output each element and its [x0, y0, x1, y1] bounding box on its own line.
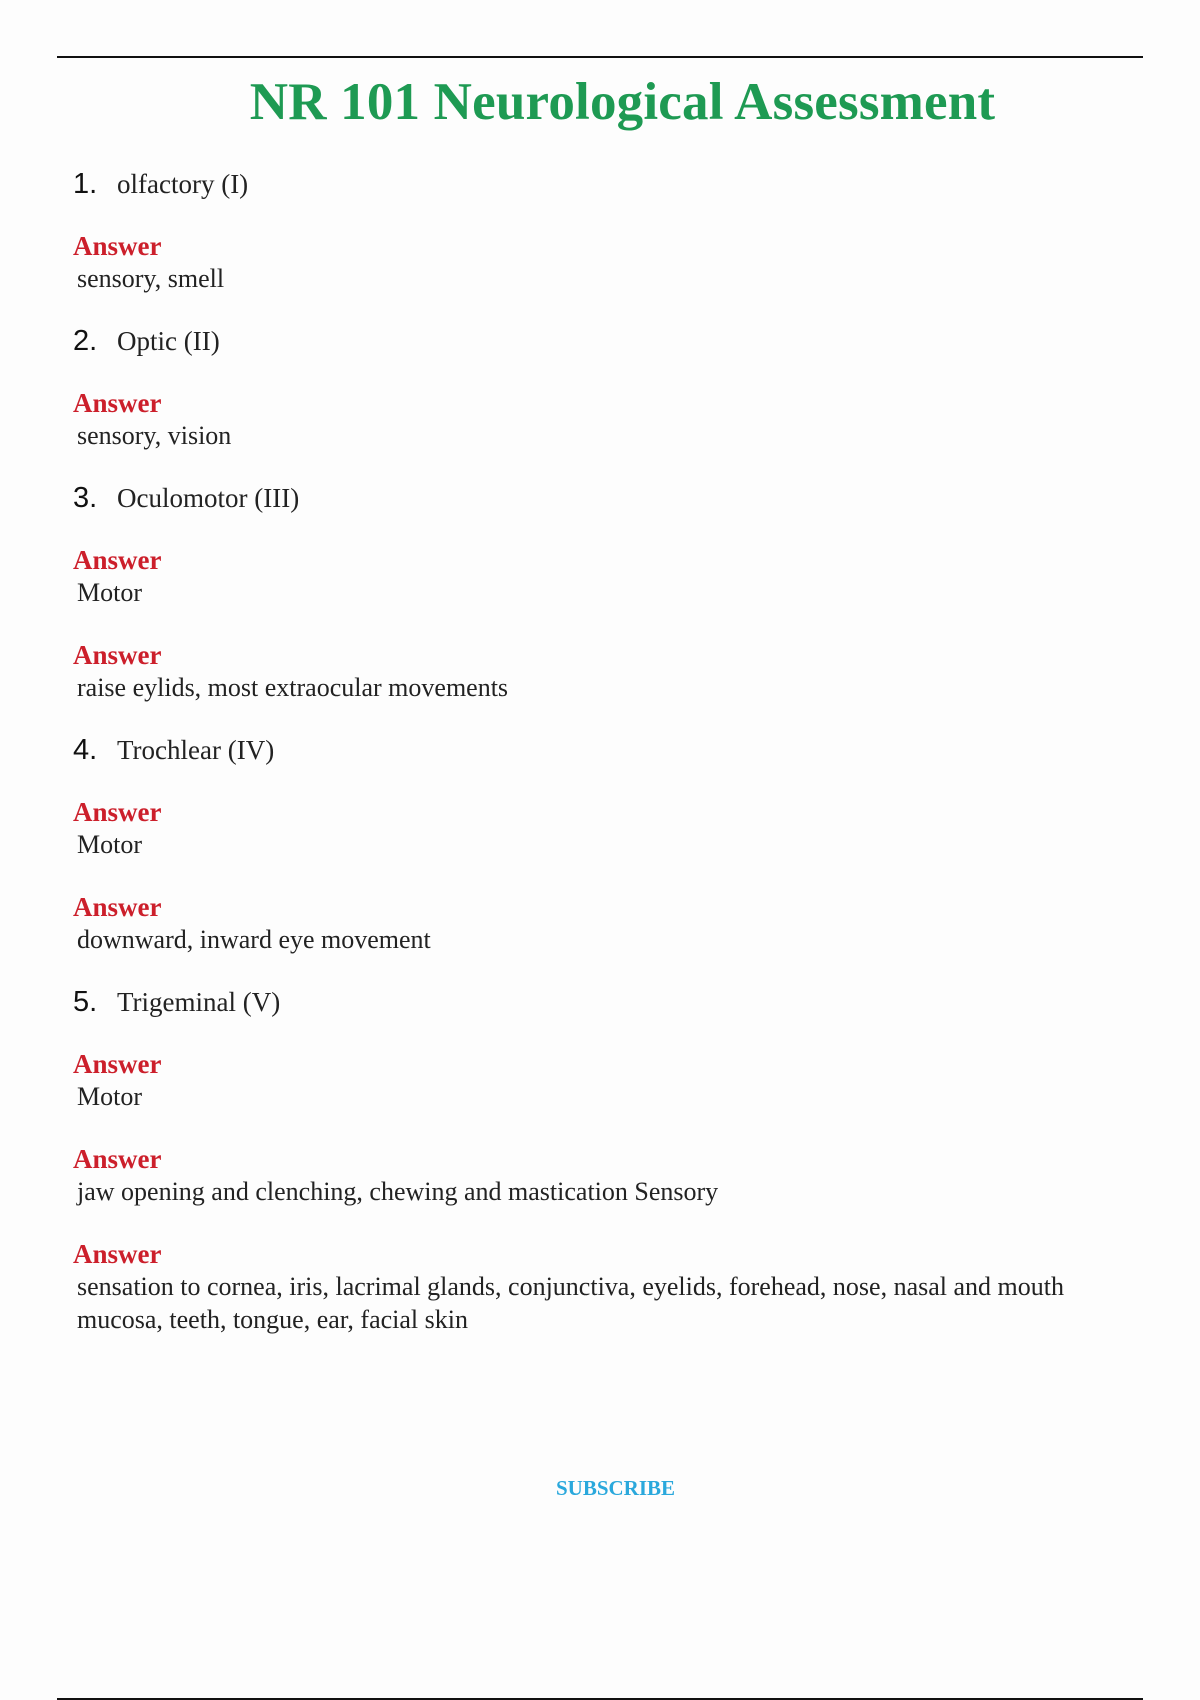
answer-block: [73, 1143, 1073, 1208]
question-text: Trigeminal (V): [117, 987, 281, 1017]
answer-text: downward, inward eye movement: [77, 925, 431, 954]
answer-label: Answer: [73, 1049, 162, 1079]
answer-label: Answer: [73, 388, 162, 418]
question-number: 1.: [73, 168, 98, 200]
question-number: 5.: [73, 986, 98, 1018]
question-text: Oculomotor (III): [117, 483, 300, 513]
answer-text: jaw opening and clenching, chewing and mastication Sensory: [77, 1177, 719, 1206]
answer-text: Motor: [77, 578, 142, 607]
question-text: Optic (II): [117, 326, 220, 356]
answer-block: [73, 796, 1073, 861]
answer-block: [73, 387, 1073, 452]
answer-block: [73, 891, 1073, 956]
answer-block: [73, 1238, 1073, 1336]
answer-label: Answer: [73, 640, 162, 670]
answer-label: Answer: [73, 1144, 162, 1174]
question-number: 2.: [73, 325, 98, 357]
answer-label: Answer: [73, 892, 162, 922]
question-list: [73, 168, 1073, 1366]
question-text: olfactory (I): [117, 169, 249, 199]
answer-block: [73, 544, 1073, 609]
answer-block: [73, 639, 1073, 704]
answer-text: Motor: [77, 830, 142, 859]
subscribe-link[interactable]: SUBSCRIBE: [555, 1476, 676, 1500]
question-item: [73, 734, 1073, 768]
question-text: Trochlear (IV): [117, 735, 275, 765]
answer-label: Answer: [73, 231, 162, 261]
answer-text: sensory, smell: [77, 264, 225, 293]
answer-text: sensation to cornea, iris, lacrimal glands, conjunctiva, eyelids, forehead, nose, nasal and mouth mucosa, teeth, tongue, ear, facial skin: [77, 1272, 1064, 1334]
question-item: [73, 168, 1073, 202]
answer-text: sensory, vision: [77, 421, 232, 450]
answer-text: Motor: [77, 1082, 142, 1111]
answer-label: Answer: [73, 1239, 162, 1269]
top-rule: [57, 56, 1143, 58]
question-item: [73, 325, 1073, 359]
page-title: NR 101 Neurological Assessment: [249, 73, 996, 131]
answer-text: raise eylids, most extraocular movements: [77, 673, 509, 702]
question-number: 3.: [73, 482, 98, 514]
answer-block: [73, 1048, 1073, 1113]
answer-block: [73, 230, 1073, 295]
question-item: [73, 482, 1073, 516]
question-item: [73, 986, 1073, 1020]
question-number: 4.: [73, 734, 98, 766]
answer-label: Answer: [73, 545, 162, 575]
answer-label: Answer: [73, 797, 162, 827]
